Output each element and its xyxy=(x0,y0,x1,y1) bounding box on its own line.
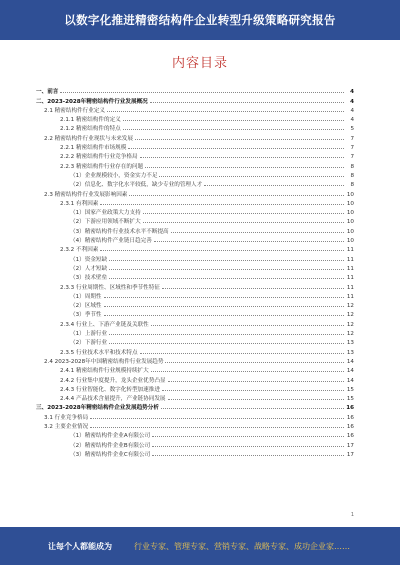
toc-entry-page: 5 xyxy=(350,126,354,133)
page-title: 内容目录 xyxy=(171,56,228,71)
toc-entry-page: 17 xyxy=(346,442,354,449)
toc-leader-dots xyxy=(145,166,344,168)
toc-entry-title: 2.3.3 行业周期性、区域性和季节性特征 xyxy=(60,284,160,291)
footer-roles-text: 行业专家、管理专家、营销专家、战略专家、成功企业家…… xyxy=(134,541,350,551)
toc-entry-title: 2.2.3 精密结构件行业存在的问题 xyxy=(60,163,144,170)
toc-leader-dots xyxy=(109,268,344,270)
toc-entry[interactable] xyxy=(36,393,354,402)
toc-entry-title: （1）精密结构件企业A有限公司 xyxy=(70,433,151,440)
toc-entry[interactable] xyxy=(36,207,354,216)
toc-leader-dots xyxy=(104,296,344,298)
toc-entry-title: （1）资金短缺 xyxy=(70,256,108,263)
toc-entry-title: 二、2023-2028年精密结构件行业发展概况 xyxy=(36,98,148,105)
toc-entry-page: 12 xyxy=(346,312,354,319)
toc-entry-title: （1）上游行业 xyxy=(70,331,108,338)
toc-leader-dots xyxy=(109,333,344,335)
toc-entry[interactable] xyxy=(36,142,354,151)
toc-entry-title: （3）精密结构件行业技术水平不断提高 xyxy=(70,228,169,235)
toc-entry-page: 7 xyxy=(350,135,354,142)
toc-leader-dots xyxy=(151,324,344,326)
toc-leader-dots xyxy=(60,91,344,93)
toc-entry-title: （2）区域性 xyxy=(70,303,102,310)
toc-entry[interactable] xyxy=(36,374,354,383)
toc-leader-dots xyxy=(90,417,344,419)
toc-entry-page: 8 xyxy=(350,172,354,179)
toc-leader-dots xyxy=(104,305,344,307)
toc-leader-dots xyxy=(104,314,344,316)
toc-entry[interactable] xyxy=(36,253,354,262)
toc-entry-page: 16 xyxy=(346,423,354,430)
toc-entry-page: 4 xyxy=(350,117,354,124)
toc-entry-title: 一、前言 xyxy=(36,89,59,96)
toc-leader-dots xyxy=(152,445,344,447)
toc-leader-dots xyxy=(159,175,344,177)
toc-leader-dots xyxy=(168,398,344,400)
toc-leader-dots xyxy=(165,361,344,363)
toc-entry-title: 2.4.2 行业集中度提升，龙头企业优势凸显 xyxy=(60,377,166,384)
toc-entry-title: 2.2.1 精密结构件市场规模 xyxy=(60,145,127,152)
toc-entry-page: 11 xyxy=(346,265,354,272)
toc-entry[interactable] xyxy=(36,244,354,253)
toc-entry-page: 8 xyxy=(350,182,354,189)
toc-leader-dots xyxy=(140,156,344,158)
toc-entry-page: 14 xyxy=(346,358,354,365)
toc-leader-dots xyxy=(107,110,344,112)
toc-entry-title: （2）人才短缺 xyxy=(70,265,108,272)
toc-entry-title: 2.3.1 有利因素 xyxy=(60,200,99,207)
toc-entry[interactable] xyxy=(36,123,354,132)
toc-entry[interactable] xyxy=(36,179,354,188)
toc-entry-title: 2.2 精密结构件行业现状与未来发展 xyxy=(44,135,133,142)
toc-entry-title: （2）下游行业 xyxy=(70,340,108,347)
toc-entry[interactable] xyxy=(36,411,354,420)
toc-entry[interactable] xyxy=(36,281,354,290)
toc-entry[interactable] xyxy=(36,151,354,160)
toc-entry[interactable] xyxy=(36,188,354,197)
toc-entry-title: （4）精密结构件产业链日趋完善 xyxy=(70,238,152,245)
toc-leader-dots xyxy=(128,147,344,149)
table-of-contents xyxy=(36,86,354,458)
toc-entry-page: 4 xyxy=(350,89,354,96)
toc-entry-page: 10 xyxy=(346,228,354,235)
toc-leader-dots xyxy=(123,119,344,121)
toc-entry-title: 2.2.2 精密结构件行业竞争格局 xyxy=(60,154,138,161)
toc-leader-dots xyxy=(168,380,344,382)
toc-entry-title: 2.4.1 精密结构件行业规模持续扩大 xyxy=(60,368,149,375)
toc-entry-page: 11 xyxy=(346,284,354,291)
toc-leader-dots xyxy=(100,203,344,205)
toc-leader-dots xyxy=(100,249,344,251)
toc-entry[interactable] xyxy=(36,105,354,114)
footer-lead-text: 让每个人都能成为 xyxy=(48,541,112,551)
toc-entry-title: 2.3.5 行业技术水平和技术特点 xyxy=(60,349,138,356)
toc-entry[interactable] xyxy=(36,421,354,430)
toc-leader-dots xyxy=(161,407,344,409)
toc-entry-page: 10 xyxy=(346,191,354,198)
footer-bar xyxy=(0,527,400,565)
toc-entry[interactable] xyxy=(36,86,354,95)
toc-entry[interactable] xyxy=(36,235,354,244)
toc-entry-page: 11 xyxy=(346,293,354,300)
toc-leader-dots xyxy=(204,184,344,186)
toc-entry-title: 2.3.2 不利因素 xyxy=(60,247,99,254)
toc-entry[interactable] xyxy=(36,225,354,234)
toc-entry-page: 16 xyxy=(346,414,354,421)
toc-entry[interactable] xyxy=(36,170,354,179)
toc-entry[interactable] xyxy=(36,95,354,104)
toc-entry[interactable] xyxy=(36,402,354,411)
toc-entry[interactable] xyxy=(36,430,354,439)
toc-leader-dots xyxy=(109,277,344,279)
page-number: 1 xyxy=(350,512,354,518)
toc-entry[interactable] xyxy=(36,272,354,281)
toc-entry-page: 13 xyxy=(346,349,354,356)
toc-leader-dots xyxy=(123,128,344,130)
toc-entry[interactable] xyxy=(36,114,354,123)
toc-entry[interactable] xyxy=(36,449,354,458)
toc-entry-title: （3）季节性 xyxy=(70,312,102,319)
toc-entry-title: 2.4 2023-2028年中国精密结构件行业发展趋势 xyxy=(44,358,164,365)
toc-entry-page: 10 xyxy=(346,210,354,217)
toc-entry[interactable] xyxy=(36,132,354,141)
toc-entry-page: 4 xyxy=(350,98,354,105)
toc-entry[interactable] xyxy=(36,198,354,207)
toc-entry[interactable] xyxy=(36,328,354,337)
toc-entry-title: （3）精密结构件企业C有限公司 xyxy=(70,451,151,458)
toc-entry-page: 4 xyxy=(350,107,354,114)
toc-entry[interactable] xyxy=(36,300,354,309)
toc-entry-page: 13 xyxy=(346,340,354,347)
toc-entry[interactable] xyxy=(36,318,354,327)
toc-entry[interactable] xyxy=(36,439,354,448)
toc-leader-dots xyxy=(109,259,344,261)
toc-entry-page: 10 xyxy=(346,238,354,245)
toc-entry-title: 2.1 精密结构件行业定义 xyxy=(44,107,106,114)
toc-entry-title: （2）精密结构件企业B有限公司 xyxy=(70,442,151,449)
toc-leader-dots xyxy=(129,194,344,196)
toc-entry-title: （1）周期性 xyxy=(70,293,102,300)
toc-entry-title: 2.3 精密结构件行业发展影响因素 xyxy=(44,191,128,198)
toc-entry-title: 2.1.1 精密结构件的定义 xyxy=(60,117,121,124)
toc-entry-title: 3.1 行业竞争格局 xyxy=(44,414,89,421)
toc-entry-page: 8 xyxy=(350,163,354,170)
toc-leader-dots xyxy=(135,138,344,140)
toc-entry-title: 2.1.2 精密结构件的特点 xyxy=(60,126,121,133)
toc-leader-dots xyxy=(152,454,344,456)
toc-entry-page: 7 xyxy=(350,145,354,152)
toc-entry-title: （2）下游应用领域不断扩大 xyxy=(70,219,141,226)
toc-leader-dots xyxy=(151,370,344,372)
toc-leader-dots xyxy=(171,231,344,233)
toc-entry[interactable] xyxy=(36,216,354,225)
toc-entry-title: 2.4.3 行业智能化、数字化转型加速推进 xyxy=(60,386,160,393)
toc-leader-dots xyxy=(152,435,344,437)
toc-entry[interactable] xyxy=(36,365,354,374)
toc-entry[interactable] xyxy=(36,263,354,272)
toc-entry-page: 10 xyxy=(346,200,354,207)
toc-leader-dots xyxy=(143,212,344,214)
toc-entry-page: 12 xyxy=(346,321,354,328)
toc-entry-title: （1）国家产业政策大力支持 xyxy=(70,210,141,217)
toc-entry-page: 14 xyxy=(346,377,354,384)
report-title: 以数字化推进精密结构件企业转型升级策略研究报告 xyxy=(64,13,336,27)
toc-entry[interactable] xyxy=(36,309,354,318)
report-header-bar xyxy=(0,0,400,40)
toc-entry-page: 15 xyxy=(346,386,354,393)
toc-entry-title: （2）信息化、数字化水平较低，缺少专业的管理人才 xyxy=(70,182,203,189)
toc-entry-page: 11 xyxy=(346,275,354,282)
toc-entry[interactable] xyxy=(36,337,354,346)
toc-entry-page: 17 xyxy=(346,451,354,458)
toc-leader-dots xyxy=(162,389,344,391)
toc-entry-page: 16 xyxy=(346,433,354,440)
toc-entry[interactable] xyxy=(36,384,354,393)
toc-entry[interactable] xyxy=(36,291,354,300)
toc-entry-page: 10 xyxy=(346,219,354,226)
toc-entry-page: 11 xyxy=(346,256,354,263)
toc-entry-title: （3）技术壁垒 xyxy=(70,275,108,282)
toc-entry-page: 16 xyxy=(346,405,354,412)
toc-entry-page: 14 xyxy=(346,368,354,375)
toc-entry-title: 2.3.4 行业上、下游产业链及关联性 xyxy=(60,321,149,328)
toc-entry[interactable] xyxy=(36,356,354,365)
toc-entry-title: 三、2023-2028年精密结构件企业发展趋势分析 xyxy=(36,405,159,412)
toc-entry-page: 12 xyxy=(346,303,354,310)
toc-leader-dots xyxy=(90,426,344,428)
toc-leader-dots xyxy=(140,352,344,354)
toc-entry-title: 2.4.4 产品技术含量提升，产业链协同发展 xyxy=(60,396,166,403)
toc-entry-page: 12 xyxy=(346,331,354,338)
toc-leader-dots xyxy=(150,101,344,103)
toc-entry-title: 3.2 主要企业情况 xyxy=(44,423,89,430)
toc-entry[interactable] xyxy=(36,160,354,169)
toc-entry-page: 15 xyxy=(346,396,354,403)
toc-leader-dots xyxy=(162,287,344,289)
toc-entry[interactable] xyxy=(36,346,354,355)
toc-entry-page: 7 xyxy=(350,154,354,161)
toc-leader-dots xyxy=(154,240,344,242)
toc-entry-page: 11 xyxy=(346,247,354,254)
toc-leader-dots xyxy=(143,221,344,223)
toc-entry-title: （1）企业规模较小，资金实力不足 xyxy=(70,172,158,179)
toc-leader-dots xyxy=(109,342,344,344)
